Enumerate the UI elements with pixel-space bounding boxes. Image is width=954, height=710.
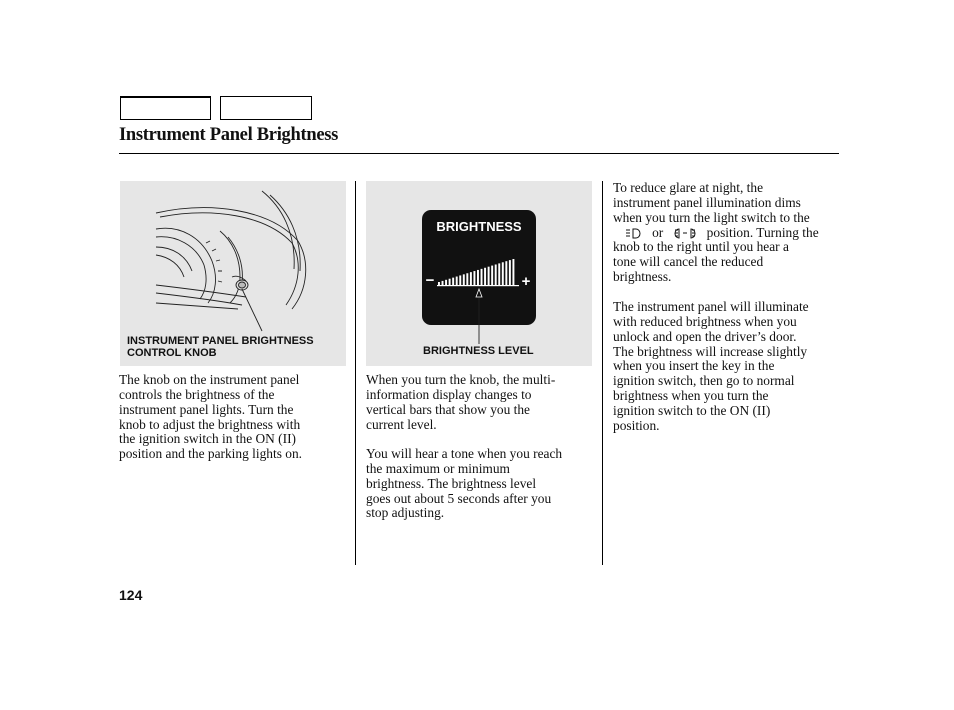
brightness-level-caption: BRIGHTNESS LEVEL bbox=[423, 345, 534, 357]
brightness-bar bbox=[449, 279, 451, 285]
col2-paragraph-2 bbox=[366, 447, 562, 521]
brightness-bar bbox=[495, 264, 497, 285]
text-line: instrument panel lights. Turn the bbox=[119, 401, 294, 417]
text-line: controls the brightness of the bbox=[119, 386, 275, 402]
page-title: Instrument Panel Brightness bbox=[119, 125, 339, 145]
brightness-bar bbox=[477, 270, 479, 285]
text-line: The instrument panel will illuminate bbox=[613, 299, 809, 314]
col2-paragraph-1 bbox=[366, 373, 555, 432]
brightness-bar bbox=[459, 275, 461, 285]
brightness-bar bbox=[502, 262, 504, 285]
text-line: position. bbox=[613, 417, 660, 433]
brightness-bar bbox=[505, 261, 507, 285]
column-divider-1 bbox=[355, 181, 356, 565]
minus-symbol: − bbox=[425, 272, 435, 289]
brightness-display-illustration bbox=[366, 181, 592, 366]
brightness-bar bbox=[470, 272, 472, 285]
text-line: brightness when you turn the bbox=[613, 388, 769, 404]
column-divider-2 bbox=[602, 181, 603, 565]
knob-caption bbox=[127, 335, 314, 359]
text-line: when you insert the key in the bbox=[613, 358, 775, 374]
col3-para1-lines-before bbox=[613, 181, 819, 226]
text-line: when you turn the light switch to the bbox=[613, 209, 810, 225]
icon-line-tail: position. Turning the bbox=[706, 224, 819, 240]
text-line: position and the parking lights on. bbox=[119, 446, 302, 462]
text-line: the ignition switch in the ON (II) bbox=[119, 431, 297, 447]
table-of-contents-button[interactable] bbox=[220, 96, 312, 120]
knob-caption-line2: CONTROL KNOB bbox=[127, 347, 217, 359]
bar-baseline bbox=[437, 285, 519, 286]
brightness-bar bbox=[488, 267, 490, 285]
text-line: unlock and open the driver’s door. bbox=[613, 328, 797, 344]
brightness-bar bbox=[445, 280, 447, 285]
brightness-bar bbox=[452, 278, 454, 285]
title-divider bbox=[119, 153, 839, 154]
text-line: tone will cancel the reduced bbox=[613, 254, 764, 270]
text-line: You will hear a tone when you reach bbox=[366, 446, 563, 461]
parking-light-icon bbox=[625, 228, 641, 239]
brightness-bar bbox=[509, 260, 511, 285]
brightness-bar bbox=[512, 259, 514, 285]
brightness-bar bbox=[481, 269, 483, 285]
text-line: stop adjusting. bbox=[366, 505, 445, 521]
col3-icon-line bbox=[613, 226, 819, 241]
text-line: ignition switch to the ON (II) bbox=[613, 402, 771, 418]
main-menu-button[interactable] bbox=[120, 96, 211, 120]
brightness-bar bbox=[463, 274, 465, 285]
text-line: current level. bbox=[366, 416, 437, 432]
text-line: brightness. The brightness level bbox=[366, 475, 537, 491]
brightness-bar bbox=[491, 266, 493, 285]
text-line: goes out about 5 seconds after you bbox=[366, 490, 552, 506]
brightness-bar bbox=[438, 282, 440, 285]
text-line: ignition switch, then go to normal bbox=[613, 373, 795, 389]
headlight-icon bbox=[674, 228, 696, 239]
text-line: The brightness will increase slightly bbox=[613, 343, 808, 359]
col3-paragraph-1 bbox=[613, 181, 819, 285]
text-line: instrument panel illumination dims bbox=[613, 194, 801, 210]
text-line: When you turn the knob, the multi- bbox=[366, 372, 556, 387]
col3-para1-lines-after bbox=[613, 240, 819, 285]
text-line: The knob on the instrument panel bbox=[119, 372, 300, 387]
knob-caption-line1: INSTRUMENT PANEL BRIGHTNESS bbox=[127, 335, 314, 347]
brightness-bar bbox=[473, 271, 475, 285]
plus-symbol: + bbox=[521, 273, 531, 290]
brightness-bar bbox=[498, 263, 500, 285]
text-line: with reduced brightness when you bbox=[613, 313, 797, 329]
brightness-bar bbox=[466, 273, 468, 285]
text-line: knob to the right until you hear a bbox=[613, 239, 789, 255]
text-line: knob to adjust the brightness with bbox=[119, 416, 301, 432]
display-brightness-label: BRIGHTNESS bbox=[436, 219, 522, 234]
text-line: the maximum or minimum bbox=[366, 460, 510, 476]
brightness-bar bbox=[456, 277, 458, 285]
brightness-display-panel bbox=[366, 181, 592, 366]
brightness-bar bbox=[442, 281, 444, 285]
icon-or-word: or bbox=[652, 224, 664, 240]
text-line: information display changes to bbox=[366, 386, 532, 402]
text-line: vertical bars that show you the bbox=[366, 401, 530, 417]
text-line: brightness. bbox=[613, 269, 672, 285]
knob-illustration-panel bbox=[120, 181, 346, 366]
brightness-bar bbox=[484, 268, 486, 285]
text-line: To reduce glare at night, the bbox=[613, 180, 764, 195]
col3-paragraph-2 bbox=[613, 300, 809, 434]
page-number: 124 bbox=[119, 587, 143, 603]
col1-paragraph-1 bbox=[119, 373, 302, 462]
